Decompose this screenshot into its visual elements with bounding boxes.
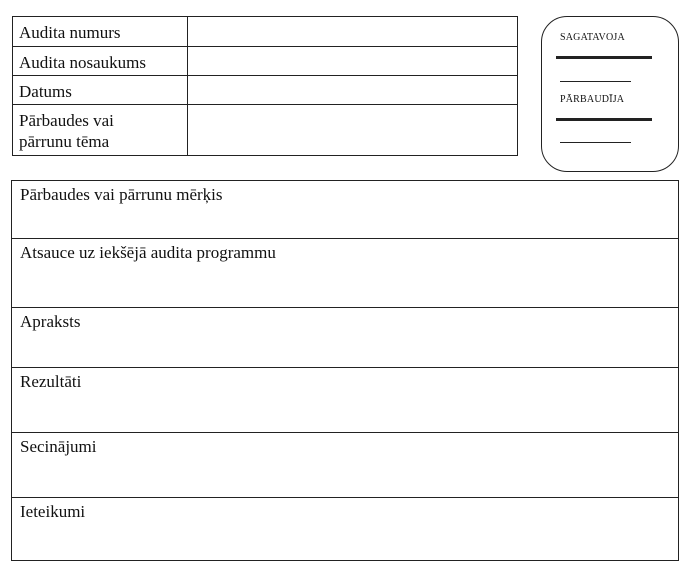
audit-number-field[interactable]: [188, 17, 517, 46]
prepared-by-date-line[interactable]: [560, 81, 631, 82]
prepared-by-signature-line[interactable]: [556, 56, 652, 59]
audit-name-field[interactable]: [188, 47, 517, 75]
results-field[interactable]: [12, 394, 678, 432]
date-label: Datums: [13, 76, 188, 104]
prepared-by-label: SAGATAVOJA: [560, 32, 625, 43]
audit-sections-table: [11, 180, 679, 561]
topic-row: [13, 104, 517, 155]
recommendations-label: Ieteikumi: [20, 502, 86, 521]
conclusions-field[interactable]: [12, 459, 678, 497]
description-section: [12, 307, 678, 367]
objective-field[interactable]: [12, 207, 678, 238]
date-field[interactable]: [188, 76, 517, 104]
program-reference-label: Atsauce uz iekšējā audita programmu: [20, 243, 276, 262]
audit-number-label: Audita numurs: [13, 17, 188, 46]
objective-section: [12, 181, 678, 238]
checked-by-signature-line[interactable]: [556, 118, 652, 121]
recommendations-field[interactable]: [12, 524, 678, 560]
audit-name-row: [13, 46, 517, 75]
results-label: Rezultāti: [20, 372, 82, 391]
description-label: Apraksts: [20, 312, 81, 331]
recommendations-section: [12, 497, 678, 560]
audit-info-table: [12, 16, 518, 156]
conclusions-label: Secinājumi: [20, 437, 97, 456]
date-row: [13, 75, 517, 104]
conclusions-section: [12, 432, 678, 497]
program-reference-field[interactable]: [12, 265, 678, 307]
topic-label: Pārbaudes vai pārrunu tēma: [13, 105, 188, 155]
audit-name-label: Audita nosaukums: [13, 47, 188, 75]
signoff-box: [541, 16, 679, 172]
description-field[interactable]: [12, 334, 678, 367]
checked-by-label: PĀRBAUDĪJA: [560, 94, 625, 105]
topic-field[interactable]: [188, 105, 517, 155]
objective-label: Pārbaudes vai pārrunu mērķis: [20, 185, 223, 204]
results-section: [12, 367, 678, 432]
checked-by-date-line[interactable]: [560, 142, 631, 143]
audit-number-row: [13, 17, 517, 46]
program-reference-section: [12, 238, 678, 307]
